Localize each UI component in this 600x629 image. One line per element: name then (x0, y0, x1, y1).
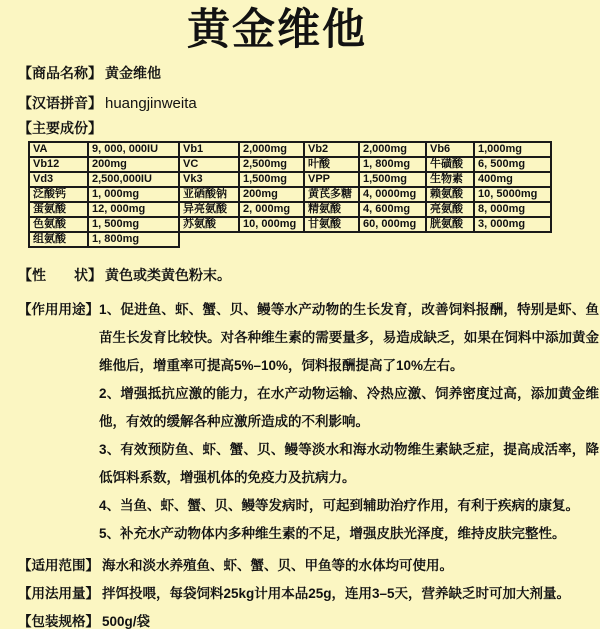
ingredient-name-cell: Vk3 (179, 172, 239, 187)
usage-item: 2、增强抵抗应激的能力，在水产动物运输、冷热应激、饲养密度过高，添加黄金维他，有效的缓解各种应激所造成的不利影响。 (99, 386, 599, 430)
packing-value: 500g/袋 (102, 614, 151, 629)
empty-cell (239, 232, 304, 247)
ingredient-value-cell: 10, 000mg (239, 217, 304, 232)
page-title: 黄金维他 (187, 6, 367, 54)
ingredient-value-cell: 12, 000mg (88, 202, 179, 217)
table-row (29, 232, 551, 247)
packing-label: 【包装规格】 (18, 614, 99, 629)
ingredient-value-cell: 1,000mg (474, 142, 551, 157)
usage-item: 3、有效预防鱼、虾、蟹、贝、鳗等淡水和海水动物维生素缺乏症，提高成活率，降低饵料系数，增强机体的免疫力及抗病力。 (99, 442, 599, 486)
scope-row (18, 552, 600, 580)
table-row (29, 157, 551, 172)
table-row (29, 142, 551, 157)
empty-cell (359, 232, 426, 247)
empty-cell (179, 232, 239, 247)
ingredient-value-cell: 200mg (239, 187, 304, 202)
ingredient-name-cell: Vd3 (29, 172, 88, 187)
ingredient-value-cell: 8, 000mg (474, 202, 551, 217)
ingredient-name-cell: 精氨酸 (304, 202, 359, 217)
ingredients-table (28, 141, 552, 248)
ingredient-value-cell: 1,500mg (239, 172, 304, 187)
ingredient-name-cell: 甘氨酸 (304, 217, 359, 232)
usage-label: 【作用用途】 (18, 302, 99, 318)
table-row (29, 202, 551, 217)
dosage-row (18, 580, 600, 608)
packing-row (18, 608, 600, 629)
ingredient-name-cell: Vb12 (29, 157, 88, 172)
ingredient-name-cell: 亚硒酸钠 (179, 187, 239, 202)
pinyin-row (18, 95, 600, 112)
usage-item: 4、当鱼、虾、蟹、贝、鳗等发病时，可起到辅助治疗作用，有利于疾病的康复。 (99, 498, 580, 514)
ingredient-name-cell: Vb6 (426, 142, 474, 157)
ingredient-value-cell: 10, 5000mg (474, 187, 551, 202)
ingredient-name-cell: 生物素 (426, 172, 474, 187)
ingredient-value-cell: 4, 0000mg (359, 187, 426, 202)
ingredient-value-cell: 1, 800mg (359, 157, 426, 172)
pinyin-label: 【汉语拼音】 (18, 95, 102, 112)
ingredient-name-cell: VA (29, 142, 88, 157)
ingredient-value-cell: 4, 600mg (359, 202, 426, 217)
dosage-label: 【用法用量】 (18, 586, 99, 602)
ingredient-name-cell: Vb2 (304, 142, 359, 157)
ingredient-name-cell: 苏氨酸 (179, 217, 239, 232)
usage-items (99, 296, 599, 548)
pinyin-value: huangjinweita (105, 95, 197, 113)
appearance-row (18, 267, 600, 284)
usage-item: 5、补充水产动物体内多种维生素的不足，增强皮肤光泽度，维持皮肤完整性。 (99, 526, 566, 542)
dosage-value: 拌饵投喂，每袋饲料25kg计用本品25g，连用3–5天，营养缺乏时可加大剂量。 (102, 586, 571, 602)
ingredient-name-cell: 亮氨酸 (426, 202, 474, 217)
empty-cell (426, 232, 474, 247)
scope-value: 海水和淡水养殖鱼、虾、蟹、贝、甲鱼等的水体均可使用。 (102, 558, 453, 574)
table-row (29, 187, 551, 202)
ingredient-name-cell: 胱氨酸 (426, 217, 474, 232)
empty-cell (304, 232, 359, 247)
ingredient-name-cell: VC (179, 157, 239, 172)
ingredient-value-cell: 2,500mg (239, 157, 304, 172)
ingredient-value-cell: 1, 500mg (88, 217, 179, 232)
table-row (29, 172, 551, 187)
ingredient-value-cell: 2,000mg (359, 142, 426, 157)
ingredient-name-cell: 黄芪多糖 (304, 187, 359, 202)
ingredient-name-cell: 蛋氨酸 (29, 202, 88, 217)
usage-item: 1、促进鱼、虾、蟹、贝、鳗等水产动物的生长发育，改善饲料报酬，特别是虾、鱼苗生长发育比较快。对各种维生素的需要量多，易造成缺乏，如果在饲料中添加黄金维他后，增重率可提高5%–10%，饲料报酬提高了10%左右。 (99, 302, 599, 374)
ingredient-value-cell: 3, 000mg (474, 217, 551, 232)
appearance-label: 【性 状】 (18, 267, 102, 284)
ingredient-name-cell: Vb1 (179, 142, 239, 157)
ingredient-name-cell: 牛磺酸 (426, 157, 474, 172)
ingredient-value-cell: 2, 000mg (239, 202, 304, 217)
ingredient-value-cell: 2,500,000IU (88, 172, 179, 187)
ingredient-value-cell: 200mg (88, 157, 179, 172)
product-name-label: 【商品名称】 (18, 65, 102, 82)
ingredient-value-cell: 2,000mg (239, 142, 304, 157)
ingredient-value-cell: 400mg (474, 172, 551, 187)
usage-section (18, 296, 600, 548)
ingredient-name-cell: 色氨酸 (29, 217, 88, 232)
ingredient-value-cell: 1,500mg (359, 172, 426, 187)
appearance-value: 黄色或类黄色粉末。 (105, 267, 231, 284)
bottom-fields (0, 552, 600, 629)
main-ingredients-label: 【主要成份】 (18, 120, 102, 137)
scope-label: 【适用范围】 (18, 558, 99, 574)
ingredient-name-cell: 异亮氨酸 (179, 202, 239, 217)
ingredient-value-cell: 1, 800mg (88, 232, 179, 247)
table-row (29, 217, 551, 232)
ingredient-name-cell: 叶酸 (304, 157, 359, 172)
ingredient-name-cell: 泛酸钙 (29, 187, 88, 202)
product-name-row (18, 65, 600, 82)
product-name-value: 黄金维他 (105, 65, 161, 82)
ingredient-name-cell: VPP (304, 172, 359, 187)
ingredient-name-cell: 赖氨酸 (426, 187, 474, 202)
ingredient-name-cell: 组氨酸 (29, 232, 88, 247)
ingredient-value-cell: 60, 000mg (359, 217, 426, 232)
ingredient-value-cell: 6, 500mg (474, 157, 551, 172)
empty-cell (474, 232, 551, 247)
ingredient-value-cell: 9, 000, 000IU (88, 142, 179, 157)
main-ingredients-heading-row (18, 120, 600, 137)
ingredient-value-cell: 1, 000mg (88, 187, 179, 202)
